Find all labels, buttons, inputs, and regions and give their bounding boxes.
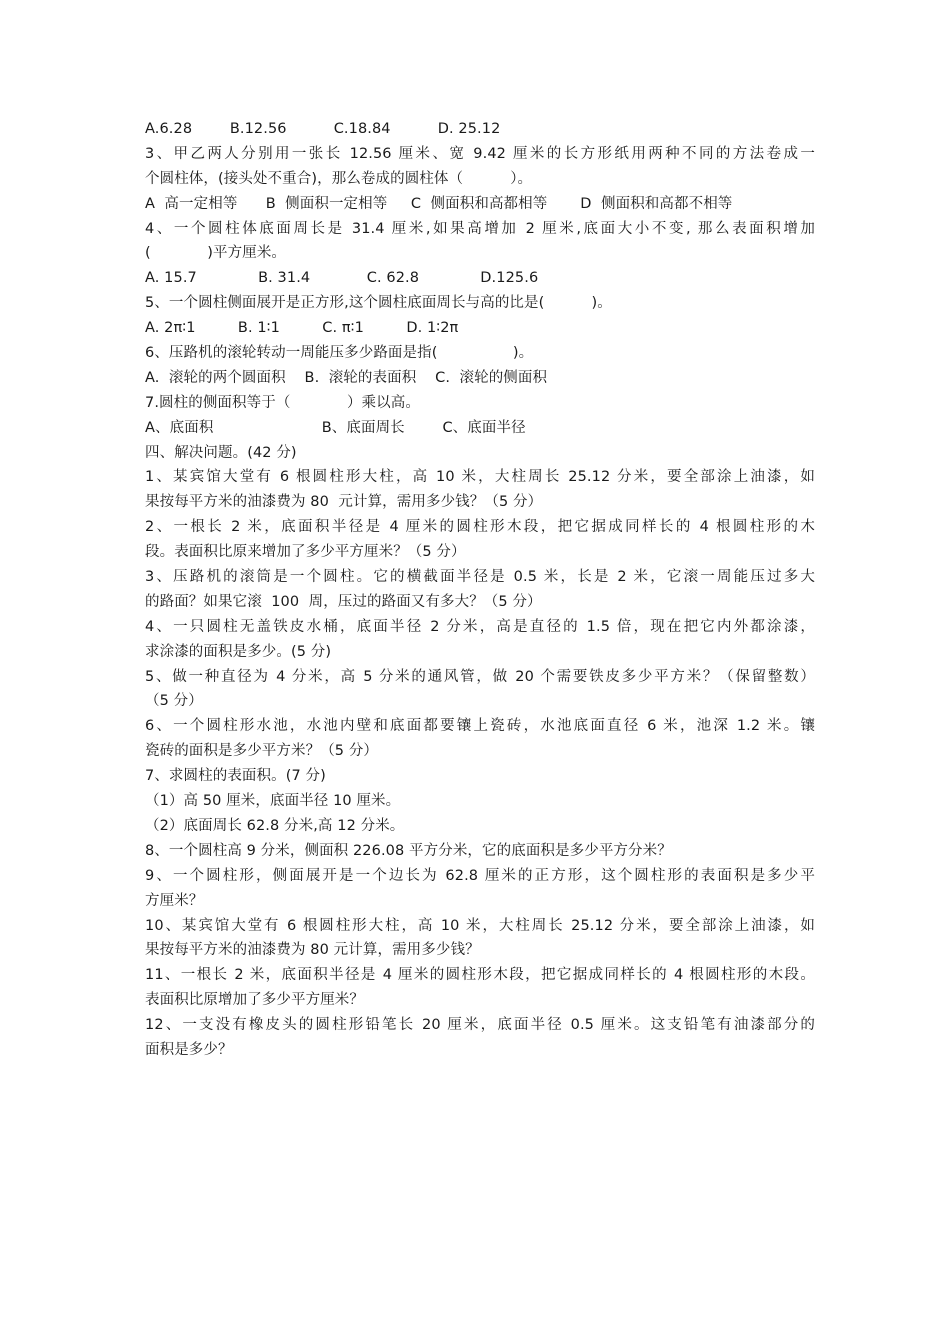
- text-line: 瓷砖的面积是多少平方米？（5 分）: [145, 743, 379, 760]
- text-line: 个圆柱体，(接头处不重合)，那么卷成的圆柱体（ ）。: [145, 170, 533, 187]
- text-line: 12、一支没有橡皮头的圆柱形铅笔长 20 厘米，底面半径 0.5 厘米。这支铅笔有油漆部分的: [145, 1017, 815, 1034]
- text-line: A. 15.7 B. 31.4 C. 62.8 D.125.6: [145, 270, 539, 287]
- text-line: 7.圆柱的侧面积等于（ ）乘以高。: [145, 394, 420, 411]
- text-line: （5 分）: [145, 693, 203, 710]
- text-line: 11、一根长 2 米，底面积半径是 4 厘米的圆柱形木段，把它据成同样长的 4 根圆柱形的木段。: [145, 967, 815, 984]
- text-line: 5、一个圆柱侧面展开是正方形,这个圆柱底面周长与高的比是( )。: [145, 295, 612, 312]
- text-line: 3、甲乙两人分别用一张长 12.56 厘米、宽 9.42 厘米的长方形纸用两种不同的方法卷成一: [145, 145, 815, 162]
- text-line: 5、做一种直径为 4 分米，高 5 分米的通风管，做 20 个需要铁皮多少平方米？（保留整数）: [145, 668, 815, 685]
- text-line: （2）底面周长 62.8 分米,高 12 分米。: [145, 817, 405, 834]
- text-line: A. 2π∶1 B. 1∶1 C. π∶1 D. 1∶2π: [145, 320, 459, 337]
- text-line: ( )平方厘米。: [145, 245, 287, 262]
- text-line: 段。表面积比原来增加了多少平方厘米？（5 分）: [145, 544, 466, 561]
- text-line: 果按每平方米的油漆费为 80 元计算，需用多少钱？（5 分）: [145, 494, 543, 511]
- text-line: A 高一定相等 B 侧面积一定相等 C 侧面积和高都相等 D 侧面积和高都不相等: [145, 195, 733, 212]
- text-line: 的路面？如果它滚 100 周，压过的路面又有多大？（5 分）: [145, 593, 542, 610]
- text-line: 4、一个圆柱体底面周长是 31.4 厘米,如果高增加 2 厘米,底面大小不变, 那么表面积增加: [145, 220, 815, 237]
- text-line: 9、一个圆柱形，侧面展开是一个边长为 62.8 厘米的正方形，这个圆柱形的表面积是多少平: [145, 867, 815, 884]
- text-line: 6、一个圆柱形水池，水池内壁和底面都要镶上瓷砖，水池底面直径 6 米，池深 1.2 米。镶: [145, 718, 815, 735]
- text-line: 6、压路机的滚轮转动一周能压多少路面是指( )。: [145, 345, 534, 362]
- text-line: 10、某宾馆大堂有 6 根圆柱形大柱，高 10 米，大柱周长 25.12 分米，要全部涂上油漆，如: [145, 917, 815, 934]
- text-line: 四、解决问题。(42 分): [145, 444, 297, 461]
- document-body: [145, 117, 815, 1063]
- text-line: A.6.28 B.12.56 C.18.84 D. 25.12: [145, 121, 501, 137]
- text-line: 果按每平方米的油漆费为 80 元计算，需用多少钱？: [145, 942, 480, 959]
- text-line: 1、某宾馆大堂有 6 根圆柱形大柱，高 10 米，大柱周长 25.12 分米，要全部涂上油漆，如: [145, 469, 815, 486]
- text-line: 求涂漆的面积是多少。(5 分): [145, 643, 332, 660]
- text-line: A. 滚轮的两个圆面积 B. 滚轮的表面积 C. 滚轮的侧面积: [145, 369, 548, 386]
- text-line: （1）高 50 厘米，底面半径 10 厘米。: [145, 793, 401, 810]
- text-line: 表面积比原增加了多少平方厘米？: [145, 992, 364, 1009]
- text-line: 4、一只圆柱无盖铁皮水桶，底面半径 2 分米，高是直径的 1.5 倍，现在把它内外都涂漆，: [145, 618, 815, 635]
- text-line: A、底面积 B、底面周长 C、底面半径: [145, 419, 526, 436]
- text-line: 3、压路机的滚筒是一个圆柱。它的横截面半径是 0.5 米，长是 2 米，它滚一周能压过多大: [145, 569, 815, 586]
- text-line: 2、一根长 2 米，底面积半径是 4 厘米的圆柱形木段，把它据成同样长的 4 根圆柱形的木: [145, 519, 815, 536]
- text-line: 方厘米？: [145, 892, 204, 909]
- text-line: 面积是多少？: [145, 1041, 233, 1058]
- text-line: 7、求圆柱的表面积。(7 分): [145, 768, 326, 785]
- text-line: 8、一个圆柱高 9 分米，侧面积 226.08 平方分米，它的底面积是多少平方分米？: [145, 842, 672, 859]
